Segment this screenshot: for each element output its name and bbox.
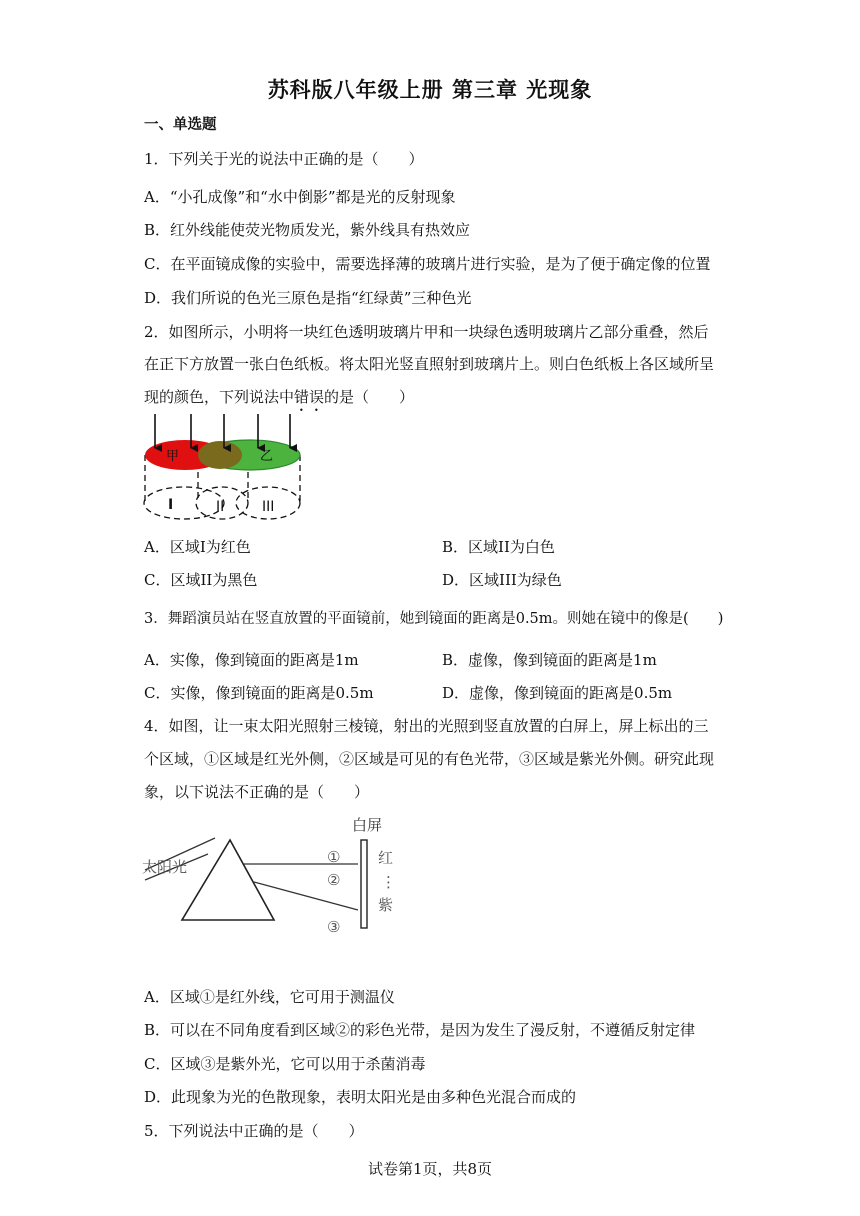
- label-jia: 甲: [166, 449, 180, 464]
- question-4-option-d: D．此现象为光的色散现象，表明太阳光是由多种色光混合而成的: [144, 1088, 577, 1106]
- page-footer: 试卷第1页，共8页: [367, 1160, 493, 1178]
- label-region-2: II: [216, 499, 225, 515]
- question-4-line-2: 个区域，①区域是红光外侧，②区域是可见的有色光带，③区域是紫光外侧。研究此现: [144, 750, 715, 768]
- label-region-circle-1: ①: [327, 848, 341, 866]
- glass-overlap-figure: [140, 412, 310, 524]
- refracted-ray-purple: [254, 882, 358, 910]
- question-2-option-c: C．区域II为黑色: [144, 571, 258, 589]
- label-screen: 白屏: [352, 816, 383, 834]
- label-region-3: III: [262, 499, 275, 515]
- question-1-stem: 1．下列关于光的说法中正确的是（ ）: [144, 150, 424, 168]
- prism-dispersion-figure: [140, 810, 400, 942]
- question-3-option-c: C．实像，像到镜面的距离是0.5m: [144, 684, 374, 702]
- question-4-option-a: A．区域①是红外线，它可用于测温仪: [144, 988, 395, 1006]
- question-2-line-3: [144, 386, 414, 415]
- question-4-option-c: C．区域③是紫外光，它可以用于杀菌消毒: [144, 1055, 426, 1073]
- white-screen: [361, 840, 367, 928]
- question-1-option-b: B．红外线能使荧光物质发光，紫外线具有热效应: [144, 221, 471, 239]
- label-dots: ⋮: [381, 873, 396, 891]
- label-red: 红: [378, 849, 394, 867]
- region-ellipse-left: [144, 487, 224, 519]
- overlap-region: [198, 441, 242, 469]
- question-4-line-3: 象，以下说法不正确的是（ ）: [144, 783, 370, 801]
- question-4-line-1: 4．如图，让一束太阳光照射三棱镜，射出的光照到竖直放置的白屏上，屏上标出的三: [144, 717, 709, 735]
- label-sunlight: 太阳光: [142, 858, 188, 876]
- label-region-1: I: [168, 497, 174, 513]
- question-1-option-d: D．我们所说的色光三原色是指“红绿黄”三种色光: [144, 289, 472, 307]
- question-2-option-a: A．区域I为红色: [144, 538, 251, 556]
- label-purple: 紫: [378, 896, 394, 914]
- question-2-line-2: 在正下方放置一张白色纸板。将太阳光竖直照射到玻璃片上。则白色纸板上各区域所呈: [144, 355, 715, 373]
- emphasis-wrong: 错误: [294, 388, 325, 406]
- question-2-line-3-pre: 现的颜色，下列说法中: [144, 388, 295, 406]
- question-4-option-b: B．可以在不同角度看到区域②的彩色光带，是因为发生了漫反射，不遵循反射定律: [144, 1021, 696, 1039]
- question-2-option-d: D．区域III为绿色: [442, 571, 562, 589]
- page-title: 苏科版八年级上册 第三章 光现象: [267, 78, 593, 102]
- question-3-option-b: B．虚像，像到镜面的距离是1m: [442, 651, 657, 669]
- question-3-option-d: D．虚像，像到镜面的距离是0.5m: [442, 684, 673, 702]
- prism: [182, 840, 274, 920]
- question-3-stem: 3．舞蹈演员站在竖直放置的平面镜前，她到镜面的距离是0.5m。则她在镜中的像是( ): [144, 611, 724, 627]
- question-1-option-a: A．“小孔成像”和“水中倒影”都是光的反射现象: [144, 188, 456, 206]
- question-2-line-1: 2．如图所示，小明将一块红色透明玻璃片甲和一块绿色透明玻璃片乙部分重叠，然后: [144, 323, 709, 341]
- question-3-option-a: A．实像，像到镜面的距离是1m: [144, 651, 359, 669]
- question-1-option-c: C．在平面镜成像的实验中，需要选择薄的玻璃片进行实验，是为了便于确定像的位置: [144, 255, 711, 273]
- question-2-line-3-post: 的是（ ）: [324, 388, 415, 406]
- section-heading: 一、单选题: [144, 116, 217, 133]
- question-5-stem: 5．下列说法中正确的是（ ）: [144, 1122, 364, 1140]
- label-yi: 乙: [260, 449, 274, 464]
- question-2-option-b: B．区域II为白色: [442, 538, 555, 556]
- label-region-circle-2: ②: [327, 871, 341, 889]
- label-region-circle-3: ③: [327, 918, 341, 936]
